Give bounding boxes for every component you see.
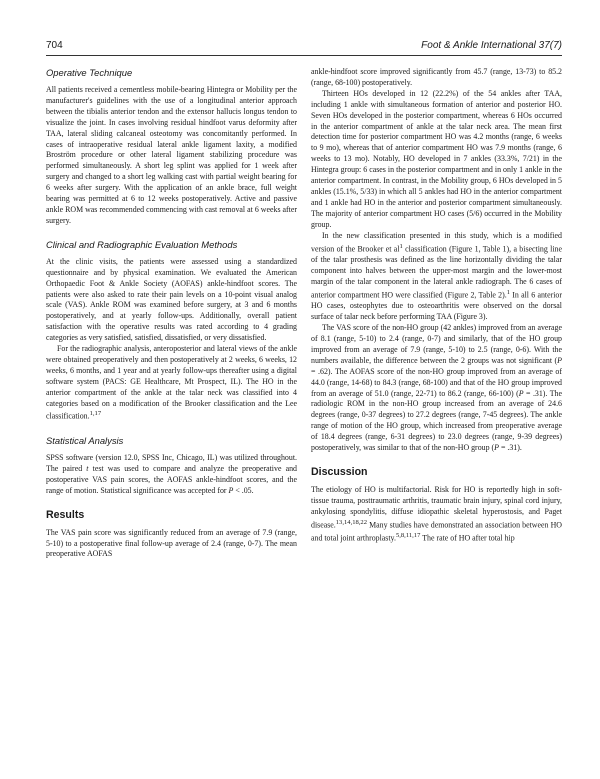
evaluation-paragraph-2: For the radiographic analysis, anteroposterior and lateral views of the ankle were obtained preoperatively and then postoperatively at 2 weeks, 6 weeks, 12 weeks, 6 months, and 1 year and at yearly follow-ups thereafter using a digital software system (PACS: GE Healthcare, Mt Prospect, IL). The HO in the anterior compartment of the ankle at the talar neck was classified into 4 categories based on a modification of the Brooker classification and the Lee classification.$^{1,17}$	[46, 344, 297, 422]
right-column	[311, 67, 562, 560]
operative-technique-paragraph: All patients received a cementless mobile-bearing Hintegra or Mobility per the manufacturer's guidelines with the use of a longitudinal anterior approach between the tibialis anterior tendon and the extensor hallucis longus tendon to visualize the joint. In cases involving residual hindfoot varus deformity after TAA, lateral sliding calcaneal osteotomy was concomitantly performed. In cases of intraoperative residual lateral ankle ligament laxity, a modified Broström procedure or other lateral ligament stabilizing procedure was performed simultaneously. A short leg splint was applied for 1 week after surgery and changed to a short leg walking cast with partial weight bearing for 6 weeks after surgery. With the application of an ankle brace, full weight bearing was permitted at 6 to 12 weeks postoperatively. Active and passive ankle ROM was recommended commencing with cast removal at 6 weeks after surgery.	[46, 85, 297, 225]
statistical-analysis-paragraph: SPSS software (version 12.0, SPSS Inc, Chicago, IL) was utilized throughout. The paired t test was used to compare and analyze the preoperative and postoperative VAS pain scores, the AOFAS ankle-hindfoot scores, and the range of motion. Statistical significance was accepted for P < .05.	[46, 453, 297, 495]
results-paragraph-2: Thirteen HOs developed in 12 (22.2%) of the 54 ankles after TAA, including 1 ankle with simultaneous formation of anterior and posterior HO. Seven HOs developed in the posterior compartment, whereas 6 HOs occurred in the anterior compartment of ankle at the talar neck area. The mean first detection time for posterior compartment HO was 4.2 months (range, 6 weeks to 9 mo), whereas that of anterior compartment HO was 7.9 months (range, 6 weeks to 13 mo). Notably, HO developed in 7 ankles (33.3%, 7/21) in the Hintegra group: 6 cases in the posterior compartment and in only 1 ankle in the anterior compartment. In contrast, in the Mobility group, 6 HOs developed in 5 ankles (15.1%, 5/33) in which all 5 ankles had HO in the anterior compartment and 1 ankle had HO in the anterior and posterior compartment simultaneously. The majority of anterior compartment HO cases (5/6) occurred in the Mobility group.	[311, 88, 562, 229]
results-paragraph-1: The VAS pain score was significantly reduced from an average of 7.9 (range, 5-10) to a postoperative final follow-up average of 2.4 (range, 0-7). The mean preoperative AOFAS	[46, 527, 297, 559]
citation-ref: 1	[506, 288, 511, 296]
citation-ref: 13,14,18,22	[335, 518, 368, 526]
evaluation-methods-heading: Clinical and Radiographic Evaluation Methods	[46, 238, 238, 250]
statistical-analysis-heading: Statistical Analysis	[46, 435, 124, 446]
citation-ref: 1,17	[89, 410, 102, 418]
results-heading: Results	[46, 508, 85, 521]
results-paragraph-continued: ankle-hindfoot score improved significantly from 45.7 (range, 13-73) to 85.2 (range, 68-100) postoperatively.	[311, 67, 562, 87]
citation-ref: 1	[399, 242, 403, 250]
running-header	[46, 40, 562, 56]
citation-ref: 5,8,11,17	[395, 532, 421, 540]
discussion-heading: Discussion	[311, 465, 368, 478]
operative-technique-heading: Operative Technique	[46, 67, 133, 78]
journal-title: Foot & Ankle International 37(7)	[421, 40, 562, 51]
page-number: 704	[46, 40, 63, 51]
results-paragraph-4: The VAS score of the non-HO group (42 ankles) improved from an average of 8.1 (range, 5-10) to 2.4 (range, 0-7) and similarly, that of the HO group improved from an average of 7.9 (range, 5-10) to 2.5 (range, 0-6). With the numbers available, the difference between the 2 groups was not significant (P = .62). The AOFAS score of the non-HO group improved from an average of 44.0 (range, 14-68) to 84.3 (range, 68-100) and that of the HO group improved from an average of 51.0 (range, 22-71) to 86.2 (range, 66-100) (P = .31). The radiologic ROM in the non-HO group increased from an average of 24.6 degrees (range, 0-37 degrees) to 27.2 degrees (range, 7-45 degrees). The ankle range of motion of the HO group, which increased from preoperative average of 18.4 degrees (range, 6-31 degrees) to 23.0 degrees (range, 9-39 degrees) postoperatively, was similar to that of the non-HO group (P = .31).	[311, 323, 562, 453]
results-paragraph-3: In the new classification presented in this study, which is a modified version of the Brooker et $al^1$ classification (Figure 1, Table 1), a bisecting line of the talar prosthesis was defined as the line horizontally dividing the talar component into halves between the upper-most margin and the lower-most margin of the talar component in the lateral ankle radiograph. The 6 cases of anterior compartment HO were classified (Figure 2, Table 2).$^1$ In all 6 anterior HO cases, osteophytes due to osteoarthritis were observed on the dorsal surface of talar neck before performing TAA (Figure 3).	[311, 230, 562, 322]
evaluation-paragraph-1: At the clinic visits, the patients were assessed using a standardized questionnaire and by physical examination. We evaluated the American Orthopaedic Foot & Ankle Society (AOFAS) ankle-hindfoot scores. The patients were also asked to rate their pain levels on a 10-point visual analog scale (VAS). Ankle ROM was examined before surgery, at 3 and 6 months postoperatively, and at yearly follow-ups. Additionally, overall patient satisfaction with the operative results was rated according to 4 grading categories as very satisfied, satisfied, dissatisfied, or very dissatisfied.	[46, 256, 297, 343]
body-columns	[46, 67, 562, 560]
left-column	[46, 67, 297, 560]
discussion-paragraph-1: The etiology of HO is multifactorial. Risk for HO is reportedly high in soft-tissue trauma, posttraumatic arthritis, traumatic brain injury, spinal cord injury, ankylosing spondylitis, diffuse idiopathic skeletal hyperostosis, and Paget disease.$^{13,14,18,22}$ Many studies have demonstrated an association between HO and total joint arthroplasty.$^{5,8,11,17}$ The rate of HO after total hip	[311, 484, 562, 543]
